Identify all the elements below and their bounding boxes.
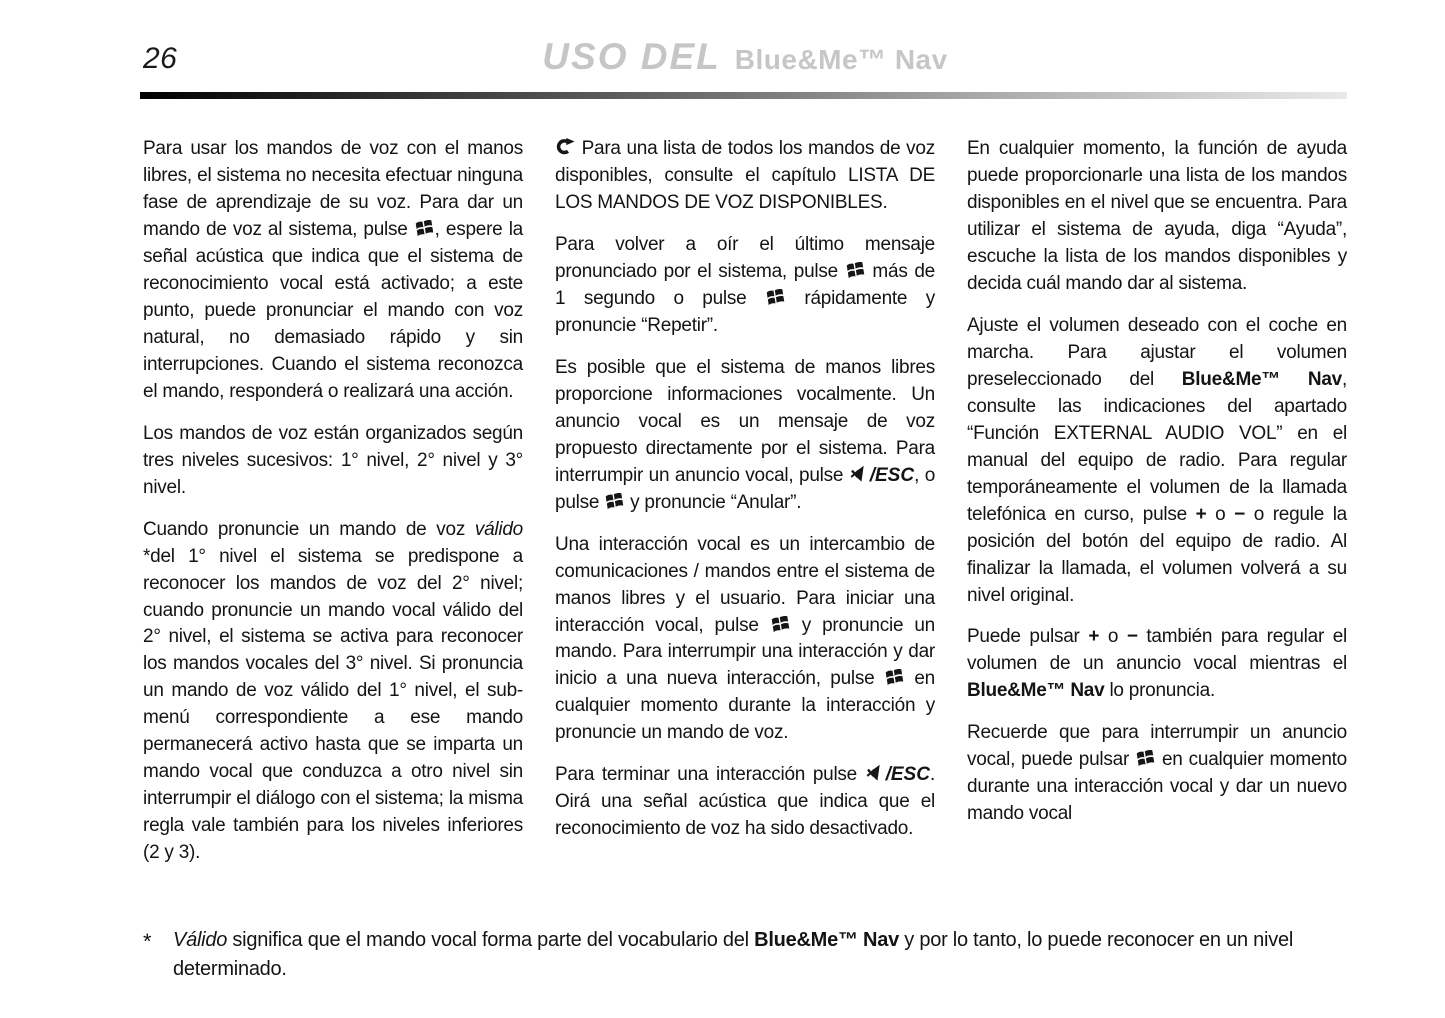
footnote	[143, 926, 1400, 984]
bold-text: Blue&Me™ Nav	[754, 929, 899, 951]
paragraph: Para una lista de todos los mandos de voz disponibles, consulte el capítulo LISTA DE LOS MANDOS DE VOZ DISPONIBLES.	[555, 138, 935, 213]
paragraph: Los mandos de voz están organizados según tres niveles sucesivos: 1° nivel, 2° nivel y 3° nivel.	[143, 422, 523, 498]
bold-text: +	[1088, 626, 1100, 648]
text-column-2	[555, 136, 935, 882]
mute-button-icon	[849, 465, 870, 482]
voice-command-button-icon	[845, 261, 866, 278]
page-title-section: USO DEL	[542, 36, 721, 77]
mute-button-icon	[865, 764, 886, 781]
bold-text: −	[1126, 626, 1138, 648]
text-column-3	[967, 136, 1347, 882]
voice-command-button-icon	[770, 615, 791, 632]
paragraph: Puede pulsar + o − también para regular el volumen de un anuncio vocal mientras el Blue&Me™ Nav lo pronuncia.	[967, 626, 1348, 702]
voice-command-button-icon	[1135, 749, 1156, 766]
footnote-text: Válido significa que el mando vocal forma parte del vocabulario del Blue&Me™ Nav y por lo tanto, lo puede reconocer en un nivel determinado.	[173, 929, 1294, 980]
paragraph: Ajuste el volumen deseado con el coche en marcha. Para ajustar el volumen preseleccionado del Blue&Me™ Nav, consulte las indicaciones del apartado “Función EXTERNAL AUDIO VOL” en el manual del equipo de radio. Para regular temporáneamente el volumen de la llamada telefónica en curso, pulse + o − o regule la posición del botón del equipo de radio. Al finalizar la llamada, el volumen volverá a su nivel original.	[967, 314, 1348, 606]
page-header	[143, 36, 1347, 82]
paragraph: Para usar los mandos de voz con el manos libres, el sistema no necesita efectuar ninguna fase de aprendizaje de su voz. Para dar un mando de voz al sistema, pulse , espere la señal acústica que indica que el sistema de reconocimiento vocal está activado; a este punto, puede pronunciar el mando con voz natural, no demasiado rápido y sin interrupciones. Cuando el sistema reconozca el mando, responderá o realizará una acción.	[143, 138, 523, 402]
bold-italic-text: /ESC	[869, 464, 915, 486]
text-column-1	[143, 136, 523, 882]
bold-text: −	[1234, 503, 1246, 525]
paragraph: Para terminar una interacción pulse /ESC. Oirá una señal acústica que indica que el reconocimiento de voz ha sido desactivado.	[555, 764, 935, 840]
voice-command-button-icon	[414, 219, 435, 236]
voice-command-button-icon	[884, 668, 905, 685]
bold-text: +	[1195, 503, 1207, 525]
paragraph: Una interacción vocal es un intercambio de comunicaciones / mandos entre el sistema de manos libres y el usuario. Para iniciar una interacción vocal, pulse y pronuncie un mando. Para interrumpir una interacción y dar inicio a una nueva interacción, pulse en cualquier momento durante la interacción y pronuncie un mando de voz.	[555, 533, 935, 744]
footnote-marker: *	[143, 929, 152, 954]
bold-text: Blue&Me™ Nav	[967, 680, 1105, 702]
bold-text: Blue&Me™ Nav	[1181, 368, 1342, 390]
cross-reference-arrow-icon	[555, 138, 576, 155]
page-number: 26	[143, 42, 178, 75]
italic-text: Válido	[173, 929, 228, 951]
voice-command-button-icon	[604, 492, 625, 509]
voice-command-button-icon	[765, 288, 786, 305]
paragraph: Cuando pronuncie un mando de voz válido *del 1° nivel el sistema se predispone a reconocer los mandos de voz del 2° nivel; cuando pronuncie un mando vocal válido del 2° nivel, el sistema se activa para reconocer los mandos vocales del 3° nivel. Si pronuncia un mando de voz válido del 1° nivel, el sub-menú correspondiente a ese mando permanecerá activo hasta que se imparta un mando vocal que conduzca a otro nivel sin interrumpir el diálogo con el sistema; la misma regla vale también para los niveles inferiores (2 y 3).	[143, 518, 523, 864]
bold-italic-text: /ESC	[885, 764, 930, 786]
text-columns	[143, 136, 1347, 882]
paragraph: Para volver a oír el último mensaje pronunciado por el sistema, pulse más de 1 segundo o pulse rápidamente y pronuncie “Repetir”.	[555, 233, 935, 336]
paragraph: Es posible que el sistema de manos libres proporcione informaciones vocalmente. Un anuncio vocal es un mensaje de voz propuesto directamente por el sistema. Para interrumpir un anuncio vocal, pulse /ESC, o pulse y pronuncie “Anular”.	[555, 356, 936, 513]
paragraph: En cualquier momento, la función de ayuda puede proporcionarle una lista de los mandos disponibles en el nivel que se encuentra. Para utilizar el sistema de ayuda, diga “Ayuda”, escuche la lista de los mandos disponibles y decida cuál mando dar al sistema.	[967, 138, 1347, 294]
italic-text: válido	[474, 518, 523, 540]
page-title-product: Blue&Me™ Nav	[734, 44, 948, 75]
gradient-rule	[140, 92, 1347, 99]
page-title	[143, 36, 1347, 78]
paragraph: Recuerde que para interrumpir un anuncio vocal, puede pulsar en cualquier momento durante una interacción vocal y dar un nuevo mando vocal	[967, 722, 1347, 825]
